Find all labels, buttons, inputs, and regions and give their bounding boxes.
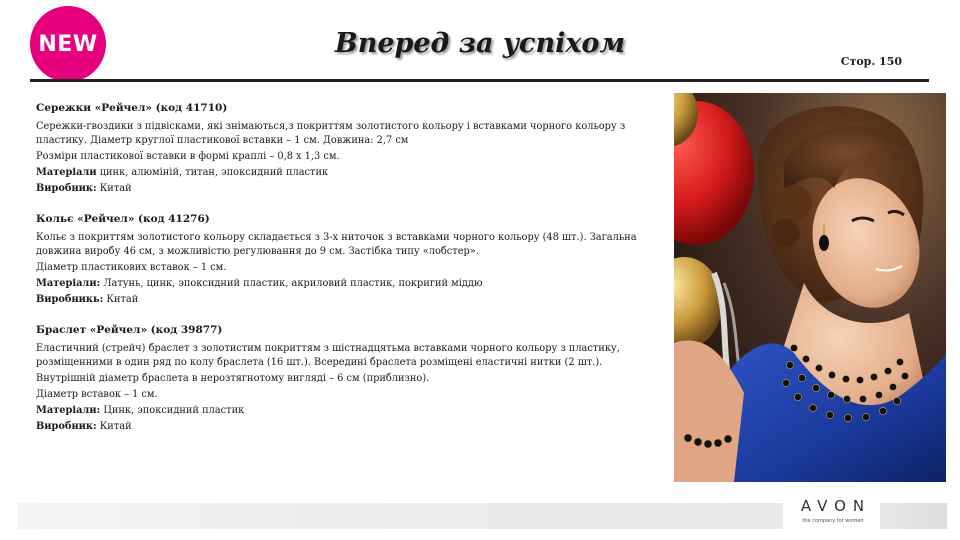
product-description: Еластичний (стрейч) браслет з золотистим покриттям з шістнадцятьма вставками чорного кольору з пластику, розміщенними в один ряд по колу браслета (16 шт.). Всередині браслета розміщені еластичні нитки (2 шт.).	[36, 343, 620, 368]
manufacturer-value: Китай	[96, 421, 132, 432]
avon-logo-tagline: the company for women	[802, 518, 864, 524]
model-photo-illustration	[674, 93, 946, 482]
product-inner-diameter: Внутрішній діаметр браслета в нерозтягнотому вигляді – 6 см (приблизно).	[36, 373, 430, 384]
avon-logo-word: AVON	[800, 497, 872, 515]
product-insert-size: Розміри пластикової вставки в формі краплі – 0,8 х 1,3 см.	[36, 151, 340, 162]
avon-logo	[788, 497, 878, 535]
product-manufacturer	[36, 293, 668, 307]
product-descriptions	[36, 101, 668, 450]
page-title: Вперед за успіхом	[334, 28, 626, 59]
product-name: Сережки «Рейчел» (код 41710)	[36, 102, 228, 114]
product-name: Браслет «Рейчел» (код 39877)	[36, 324, 223, 336]
product-manufacturer	[36, 420, 668, 434]
manufacturer-value: Китай	[103, 294, 139, 305]
new-badge	[30, 6, 106, 82]
page-number: Стор. 150	[840, 55, 902, 68]
product-materials	[36, 277, 668, 291]
product-materials	[36, 166, 668, 180]
product-insert-size: Діаметр вставок – 1 см.	[36, 389, 158, 400]
model-photo	[674, 93, 946, 482]
product-necklace	[36, 212, 668, 307]
materials-label: Матеріали:	[36, 405, 101, 416]
product-bracelet	[36, 323, 668, 434]
materials-label: Матеріали:	[36, 278, 101, 289]
new-badge-text: NEW	[38, 31, 98, 57]
manufacturer-label: Виробник:	[36, 421, 97, 432]
manufacturer-label: Виробникь:	[36, 294, 104, 305]
product-name: Кольє «Рейчел» (код 41276)	[36, 213, 210, 225]
materials-label: Матеріали	[36, 167, 97, 178]
manufacturer-label: Виробник:	[36, 183, 97, 194]
manufacturer-value: Китай	[96, 183, 132, 194]
materials-value: цинк, алюміній, титан, эпоксидний пластик	[99, 167, 329, 178]
product-earrings	[36, 101, 668, 196]
product-insert-size: Діаметр пластикових вставок – 1 см.	[36, 262, 227, 273]
product-materials	[36, 404, 668, 418]
footer-strip-right	[880, 503, 947, 529]
product-manufacturer	[36, 182, 668, 196]
materials-value: Цинк, эпоксидний пластик	[100, 405, 245, 416]
product-description: Кольє з покриттям золотистого кольору складається з 3-х ниточок з вставками чорного кольору (48 шт.). Загальна довжина виробу 46 см, з можливістю регулювання до 9 см. Застібка типу «лобстер».	[36, 232, 637, 257]
header-divider	[30, 79, 929, 82]
materials-value: Латунь, цинк, эпоксидний пластик, акриловий пластик, покригий міддю	[100, 278, 483, 289]
footer-strip	[18, 503, 783, 529]
product-description: Сережки-гвоздики з підвісками, які знімаються,з покриттям золотистого кольору і вставками чорного кольору з пластику. Діаметр круглої пластикової вставки – 1 см. Довжина: 2,7 см	[36, 121, 626, 146]
